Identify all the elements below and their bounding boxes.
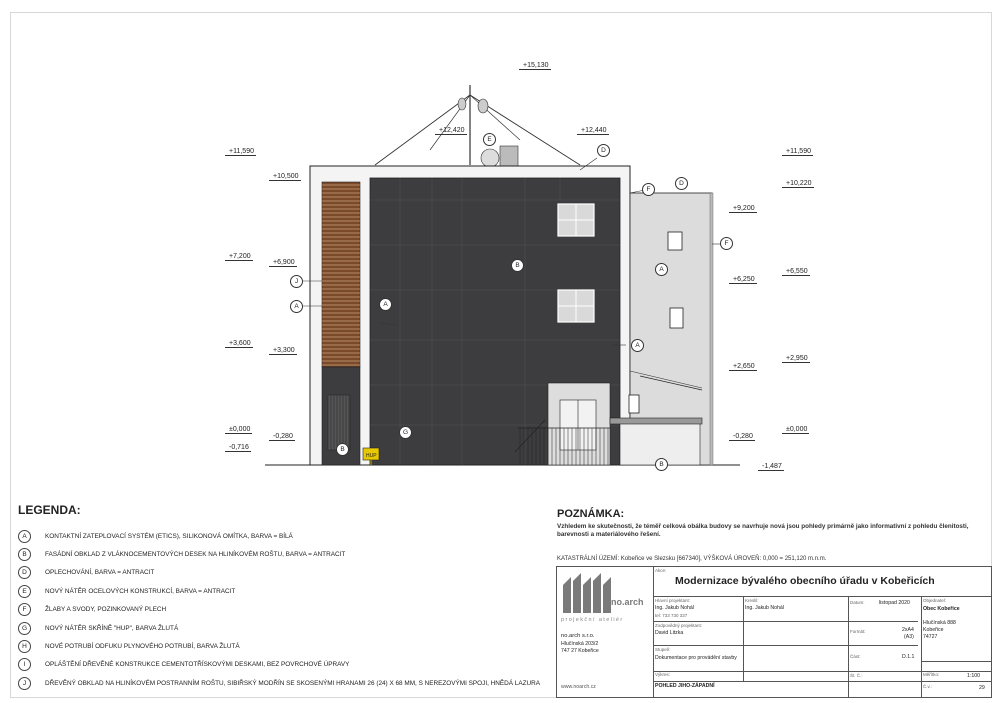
stair-railing (518, 428, 610, 465)
legend-item: H NOVÉ POTRUBÍ ODFUKU PLYNOVÉHO POTRUBÍ, BARVA ŽLUTÁ (18, 637, 558, 655)
level-l1: +11,590 (229, 148, 254, 155)
level-r4: +6,550 (786, 268, 808, 275)
logo-text: no.arch (611, 597, 644, 607)
drawing-number: 29 (979, 685, 985, 691)
chimney (500, 146, 518, 166)
tag-b-facade: B (511, 259, 524, 272)
annex-window-2 (670, 308, 683, 328)
tag-a-side: A (631, 339, 644, 352)
hup-label: HUP (366, 453, 377, 459)
legend-item: G NOVÝ NÁTĚR SKŘÍNĚ "HUP", BARVA ŽLUTÁ (18, 619, 558, 637)
level-l6: +3,300 (273, 347, 295, 354)
level-r9: ±0,000 (786, 426, 808, 433)
satellite-dish (481, 149, 499, 167)
tag-b-base: B (336, 443, 349, 456)
logo-subtitle: projekční ateliér (561, 617, 624, 623)
annex-window-3 (629, 395, 639, 413)
grated-window (328, 395, 350, 450)
tag-f-left: F (642, 183, 655, 196)
level-r8: -0,280 (733, 433, 753, 440)
company-address-2: 747 27 Kobeřice (561, 648, 599, 654)
date: listopad 2020 (879, 600, 910, 606)
katastr-info: KATASTRÁLNÍ ÚZEMÍ: Kobeřice ve Slezsku [667340], VÝŠKOVÁ ÚROVEŇ: 0,000 = 251,120 m.n.m. (557, 556, 827, 562)
tag-a-wood: A (379, 298, 392, 311)
tag-f-right: F (720, 237, 733, 250)
level-r1: +11,590 (786, 148, 811, 155)
level-r2: +10,220 (786, 180, 812, 187)
legend-item: A KONTAKTNÍ ZATEPLOVACÍ SYSTÉM (ETICS), SILIKONOVÁ OMÍTKA, BARVA = BÍLÁ (18, 527, 558, 545)
level-r6: +2,950 (786, 355, 808, 362)
legend-title: LEGENDA: (18, 503, 81, 517)
level-r7: +2,650 (733, 363, 755, 370)
tag-d-roof: D (597, 144, 610, 157)
legend-item: E NOVÝ NÁTĚR OCELOVÝCH KONSTRUKCÍ, BARVA = ANTRACIT (18, 582, 558, 600)
window-middle (558, 290, 594, 322)
level-r3: +9,200 (733, 205, 755, 212)
stage: Dokumentace pro provádění stavby (655, 655, 737, 661)
tag-j: J (290, 275, 303, 288)
tag-a-left: A (290, 300, 303, 313)
format: 2xA4 (902, 627, 914, 633)
wood-cladding (322, 182, 360, 367)
legend-item: B FASÁDNÍ OBKLAD Z VLÁKNOCEMENTOVÝCH DESEK NA HLINÍKOVÉM ROŠTU, BARVA = ANTRACIT (18, 545, 558, 563)
legend-item: F ŽLABY A SVODY, POZINKOVANÝ PLECH (18, 601, 558, 619)
legend-item: J DŘEVĚNÝ OBKLAD NA HLINÍKOVÉM POSTRANNÍM ROŠTU, SIBIŘSKÝ MODŘÍN SE SKOSENÝMI HRANAMI 26 (24) X 68 MM, S NEREZOVÝMI SPOJI, HNĚDÁ LAZURA (18, 674, 558, 692)
note-title: POZNÁMKA: (557, 508, 625, 520)
level-top: +15,130 (523, 62, 549, 69)
level-left-pole: +12,420 (439, 127, 465, 134)
legend-item: D OPLECHOVÁNÍ, BARVA = ANTRACIT (18, 564, 558, 582)
level-l9: -0,280 (273, 433, 293, 440)
antenna-dish (478, 99, 488, 113)
part: D.1.1 (902, 654, 915, 660)
level-l2: +10,500 (273, 173, 299, 180)
responsible-designer: David Litzka (655, 630, 684, 636)
level-l7: ±0,000 (229, 426, 251, 433)
legend (18, 527, 558, 693)
level-l8: -0,716 (229, 444, 249, 451)
level-r5: +6,250 (733, 276, 755, 283)
drawn-by: Ing. Jakub Nohál (745, 605, 784, 611)
level-l5: +3,600 (229, 340, 251, 347)
level-r10: -1,487 (762, 463, 782, 470)
note-text: Vzhledem ke skutečnosti, že téměř celková obálka budovy se navrhuje nová jsou pohledy primárně jako informativní z pohledu členitosti, barevnosti a materiálového řešení. (557, 523, 969, 538)
window-upper (558, 204, 594, 236)
company-name: no.arch s.r.o. (561, 633, 595, 639)
main-designer: Ing. Jakub Nohál (655, 605, 694, 611)
scale: 1:100 (967, 673, 980, 679)
tag-e: E (483, 133, 496, 146)
company-logo (561, 571, 647, 615)
project-title: Modernizace bývalého obecního úřadu v Kobeřicích (675, 575, 935, 587)
drawing-name: POHLED JIHO-ZÁPADNÍ (655, 683, 715, 689)
level-l3: +7,200 (229, 253, 251, 260)
title-block: no.arch projekční ateliér no.arch s.r.o. Hlučínská 203/2 747 27 Kobeřice www.noarch.cz Akce: Modernizace bývalého obecního úřadu v Kobeřicích Hlavní projektant: Ing. Jakub Nohál tel: 733 730 337 Kreslil: Ing. Jakub Nohál Zodpovědný projektant: David Litzka Stupeň: Dokumentace pro provádění stavby Výkres: POHLED JIHO-ZÁPADNÍ Datum: listopad 2020 Formát: 2xA4 (A3) Část: D.1.1 Št. Č.: Objednatel: Obec Kobeřice Hlučínská 888 Kobeřice 74727 Měřítko: 1:100 Č.v.: 29 (556, 566, 992, 698)
tag-d-annex: D (675, 177, 688, 190)
canopy (610, 418, 702, 424)
company-address-1: Hlučínská 203/2 (561, 641, 599, 647)
company-web: www.noarch.cz (561, 684, 596, 690)
level-right-pole: +12,440 (581, 127, 607, 134)
drainpipe (710, 193, 713, 465)
client: Obec Kobeřice (923, 606, 960, 612)
guy-wire-mid (470, 95, 520, 140)
level-l4: +6,900 (273, 259, 295, 266)
tag-a-annex: A (655, 263, 668, 276)
tag-g: G (399, 426, 412, 439)
annex-window-1 (668, 232, 682, 250)
tag-b-annex: B (655, 458, 668, 471)
legend-item: I OPLÁŠTĚNÍ DŘEVĚNÉ KONSTRUKCE CEMENTOTŘÍSKOVÝMI DESKAMI, BEZ POVRCHOVÉ ÚPRAVY (18, 656, 558, 674)
